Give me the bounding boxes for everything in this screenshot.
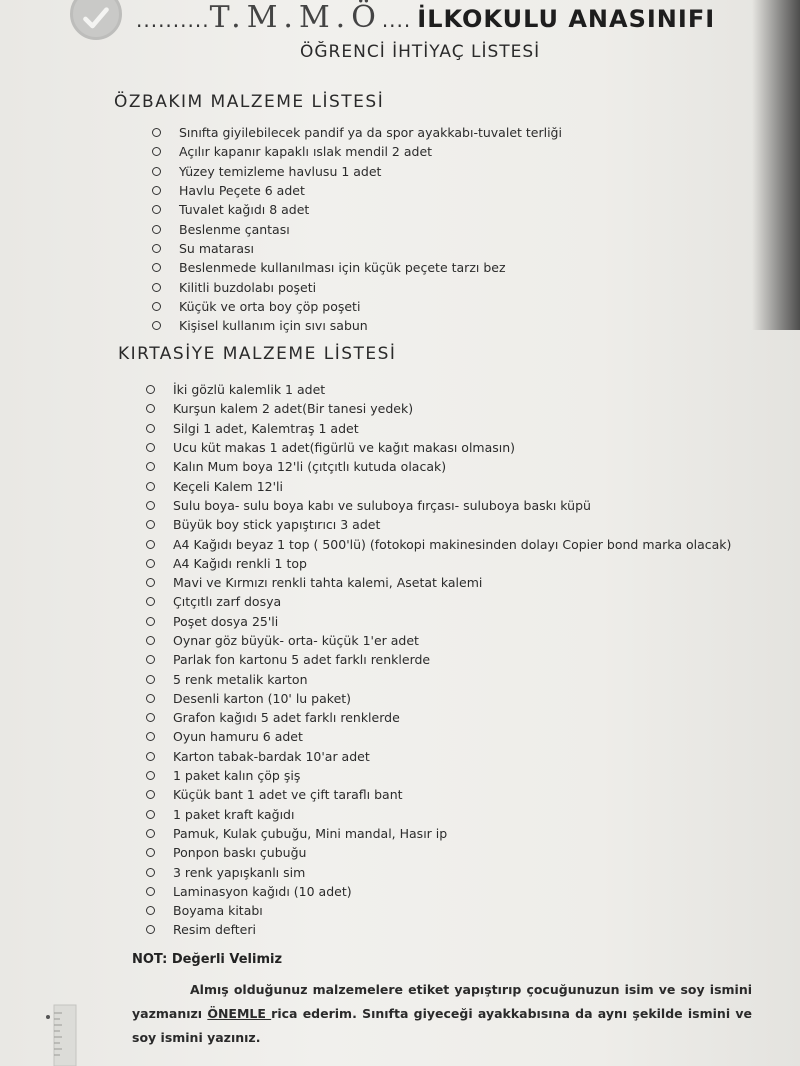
list-item-text: Poşet dosya 25'li xyxy=(173,613,279,629)
bullet-icon xyxy=(152,167,161,176)
bullet-icon xyxy=(146,597,155,606)
kirtasiye-list-item xyxy=(146,380,731,399)
list-item-text: 1 paket kraft kağıdı xyxy=(173,806,295,822)
list-item-text: Pamuk, Kulak çubuğu, Mini mandal, Hasır ip xyxy=(173,825,448,841)
bullet-icon xyxy=(146,906,155,915)
kirtasiye-list-item xyxy=(146,747,731,766)
list-item-text: Kurşun kalem 2 adet(Bir tanesi yedek) xyxy=(173,401,414,417)
kirtasiye-list-item xyxy=(146,438,731,457)
note-text-part2: rica ederim. Sınıfta giyeceği ayakkabısına da aynı şekilde ismini ve soy ismini yazınız. xyxy=(132,1006,752,1045)
list-item-text: Ponpon baskı çubuğu xyxy=(173,845,307,861)
list-item-text: Küçük bant 1 adet ve çift taraflı bant xyxy=(173,787,403,803)
kirtasiye-list-item xyxy=(146,824,731,843)
bullet-icon xyxy=(152,321,161,330)
list-item-text: 5 renk metalik karton xyxy=(173,671,308,687)
note-emphasis: ÖNEMLE xyxy=(207,1006,272,1021)
kirtasiye-list-item xyxy=(146,419,731,438)
bullet-icon xyxy=(146,443,155,452)
ozbakim-list xyxy=(152,123,562,335)
kirtasiye-list-item xyxy=(146,882,731,901)
bullet-icon xyxy=(146,578,155,587)
list-item-text: Kalın Mum boya 12'li (çıtçıtlı kutuda olacak) xyxy=(173,459,447,475)
bullet-icon xyxy=(146,655,155,664)
list-item-text: Kilitli buzdolabı poşeti xyxy=(179,279,317,295)
header-dots-right: .... xyxy=(381,8,412,32)
list-item-text: Çıtçıtlı zarf dosya xyxy=(173,594,282,610)
kirtasiye-list-item xyxy=(146,766,731,785)
note-title: NOT: Değerli Velimiz xyxy=(132,952,283,967)
bullet-icon xyxy=(146,482,155,491)
list-item-text: Ucu küt makas 1 adet(figürlü ve kağıt makası olmasın) xyxy=(173,440,516,456)
bullet-icon xyxy=(146,520,155,529)
kirtasiye-list-item xyxy=(146,901,731,920)
kirtasiye-list-item xyxy=(146,708,731,727)
list-item-text: Laminasyon kağıdı (10 adet) xyxy=(173,883,352,899)
bullet-icon xyxy=(152,283,161,292)
ozbakim-section-title: ÖZBAKIM MALZEME LİSTESİ xyxy=(114,92,385,112)
page-subtitle: ÖĞRENCİ İHTİYAÇ LİSTESİ xyxy=(300,42,541,62)
kirtasiye-list-item xyxy=(146,631,731,650)
bullet-icon xyxy=(146,868,155,877)
ozbakim-list-item xyxy=(152,181,562,200)
list-item-text: Boyama kitabı xyxy=(173,903,263,919)
kirtasiye-list-item xyxy=(146,920,731,939)
list-item-text: Oyun hamuru 6 adet xyxy=(173,729,303,745)
list-item-text: Silgi 1 adet, Kalemtraş 1 adet xyxy=(173,420,359,436)
bullet-icon xyxy=(152,128,161,137)
bullet-icon xyxy=(146,887,155,896)
list-item-text: Resim defteri xyxy=(173,922,256,938)
bullet-icon xyxy=(146,713,155,722)
list-item-text: Sulu boya- sulu boya kabı ve suluboya fırçası- suluboya baskı küpü xyxy=(173,497,591,513)
ozbakim-list-item xyxy=(152,316,562,335)
ozbakim-list-item xyxy=(152,258,562,277)
bullet-icon xyxy=(146,385,155,394)
list-item-text: A4 Kağıdı renkli 1 top xyxy=(173,555,307,571)
list-item-text: Sınıfta giyilebilecek pandif ya da spor ayakkabı-tuvalet terliği xyxy=(179,125,562,141)
kirtasiye-list xyxy=(146,380,731,940)
list-item-text: Tuvalet kağıdı 8 adet xyxy=(179,202,310,218)
bullet-icon xyxy=(146,810,155,819)
school-type-title: İLKOKULU ANASINIFI xyxy=(417,5,716,33)
kirtasiye-section-title: KIRTASİYE MALZEME LİSTESİ xyxy=(118,344,397,364)
bullet-icon xyxy=(146,732,155,741)
kirtasiye-list-item xyxy=(146,727,731,746)
bullet-icon xyxy=(146,925,155,934)
list-item-text: İki gözlü kalemlik 1 adet xyxy=(173,382,326,398)
kirtasiye-list-item xyxy=(146,399,731,418)
list-item-text: Mavi ve Kırmızı renkli tahta kalemi, Asetat kalemi xyxy=(173,575,483,591)
bullet-icon xyxy=(146,771,155,780)
bullet-icon xyxy=(152,302,161,311)
list-item-text: 3 renk yapışkanlı sim xyxy=(173,864,306,880)
list-item-text: A4 Kağıdı beyaz 1 top ( 500'lü) (fotokopi makinesinden dolayı Copier bond marka olacak) xyxy=(173,536,732,552)
kirtasiye-list-item xyxy=(146,805,731,824)
bullet-icon xyxy=(146,675,155,684)
bullet-icon xyxy=(146,829,155,838)
bullet-icon xyxy=(146,694,155,703)
kirtasiye-list-item xyxy=(146,515,731,534)
note-text-part1: Almış olduğunuz malzemelere etiket yapıştırıp çocuğunuzun isim ve soy ismini yazmanızı xyxy=(132,982,752,1021)
list-item-text: Büyük boy stick yapıştırıcı 3 adet xyxy=(173,517,381,533)
bullet-icon xyxy=(146,636,155,645)
kirtasiye-list-item xyxy=(146,554,731,573)
list-item-text: Parlak fon kartonu 5 adet farklı renklerde xyxy=(173,652,431,668)
bullet-icon xyxy=(146,848,155,857)
kirtasiye-list-item xyxy=(146,785,731,804)
ruler-decoration xyxy=(40,995,110,1066)
kirtasiye-list-item xyxy=(146,457,731,476)
bullet-icon xyxy=(146,424,155,433)
kirtasiye-list-item xyxy=(146,650,731,669)
list-item-text: Beslenme çantası xyxy=(179,221,290,237)
bullet-icon xyxy=(146,752,155,761)
kirtasiye-list-item xyxy=(146,689,731,708)
list-item-text: Kişisel kullanım için sıvı sabun xyxy=(179,318,368,334)
list-item-text: Açılır kapanır kapaklı ıslak mendil 2 adet xyxy=(179,144,433,160)
kirtasiye-list-item xyxy=(146,534,731,553)
ozbakim-list-item xyxy=(152,239,562,258)
list-item-text: Karton tabak-bardak 10'ar adet xyxy=(173,748,370,764)
list-item-text: Beslenmede kullanılması için küçük peçete tarzı bez xyxy=(179,260,506,276)
list-item-text: Grafon kağıdı 5 adet farklı renklerde xyxy=(173,710,400,726)
bullet-icon xyxy=(152,225,161,234)
bullet-icon xyxy=(146,617,155,626)
ozbakim-list-item xyxy=(152,277,562,296)
note-body xyxy=(132,978,752,1050)
kirtasiye-list-item xyxy=(146,669,731,688)
kirtasiye-list-item xyxy=(146,612,731,631)
bullet-icon xyxy=(146,462,155,471)
kirtasiye-list-item xyxy=(146,862,731,881)
school-header xyxy=(136,0,796,40)
kirtasiye-list-item xyxy=(146,843,731,862)
list-item-text: Yüzey temizleme havlusu 1 adet xyxy=(179,163,382,179)
bullet-icon xyxy=(146,501,155,510)
list-item-text: Havlu Peçete 6 adet xyxy=(179,183,305,199)
bullet-icon xyxy=(152,186,161,195)
bullet-icon xyxy=(146,559,155,568)
ozbakim-list-item xyxy=(152,142,562,161)
ozbakim-list-item xyxy=(152,200,562,219)
ozbakim-list-item xyxy=(152,162,562,181)
handwritten-school-name: T.M.M.Ö xyxy=(209,0,382,35)
list-item-text: Su matarası xyxy=(179,240,255,256)
header-dots-left: .......... xyxy=(136,8,210,32)
bullet-icon xyxy=(152,205,161,214)
ozbakim-list-item xyxy=(152,123,562,142)
ozbakim-list-item xyxy=(152,297,562,316)
list-item-text: Oynar göz büyük- orta- küçük 1'er adet xyxy=(173,633,419,648)
kirtasiye-list-item xyxy=(146,573,731,592)
bullet-icon xyxy=(152,147,161,156)
bullet-icon xyxy=(152,244,161,253)
kirtasiye-list-item xyxy=(146,496,731,515)
ozbakim-list-item xyxy=(152,219,562,238)
list-item-text: 1 paket kalın çöp şiş xyxy=(173,768,301,784)
bullet-icon xyxy=(146,404,155,413)
bullet-icon xyxy=(152,263,161,272)
bullet-icon xyxy=(146,790,155,799)
list-item-text: Küçük ve orta boy çöp poşeti xyxy=(179,298,361,314)
bullet-icon xyxy=(146,540,155,549)
kirtasiye-list-item xyxy=(146,592,731,611)
list-item-text: Desenli karton (10' lu paket) xyxy=(173,690,352,706)
kirtasiye-list-item xyxy=(146,476,731,495)
list-item-text: Keçeli Kalem 12'li xyxy=(173,478,283,494)
page-edge-shadow xyxy=(752,0,800,330)
